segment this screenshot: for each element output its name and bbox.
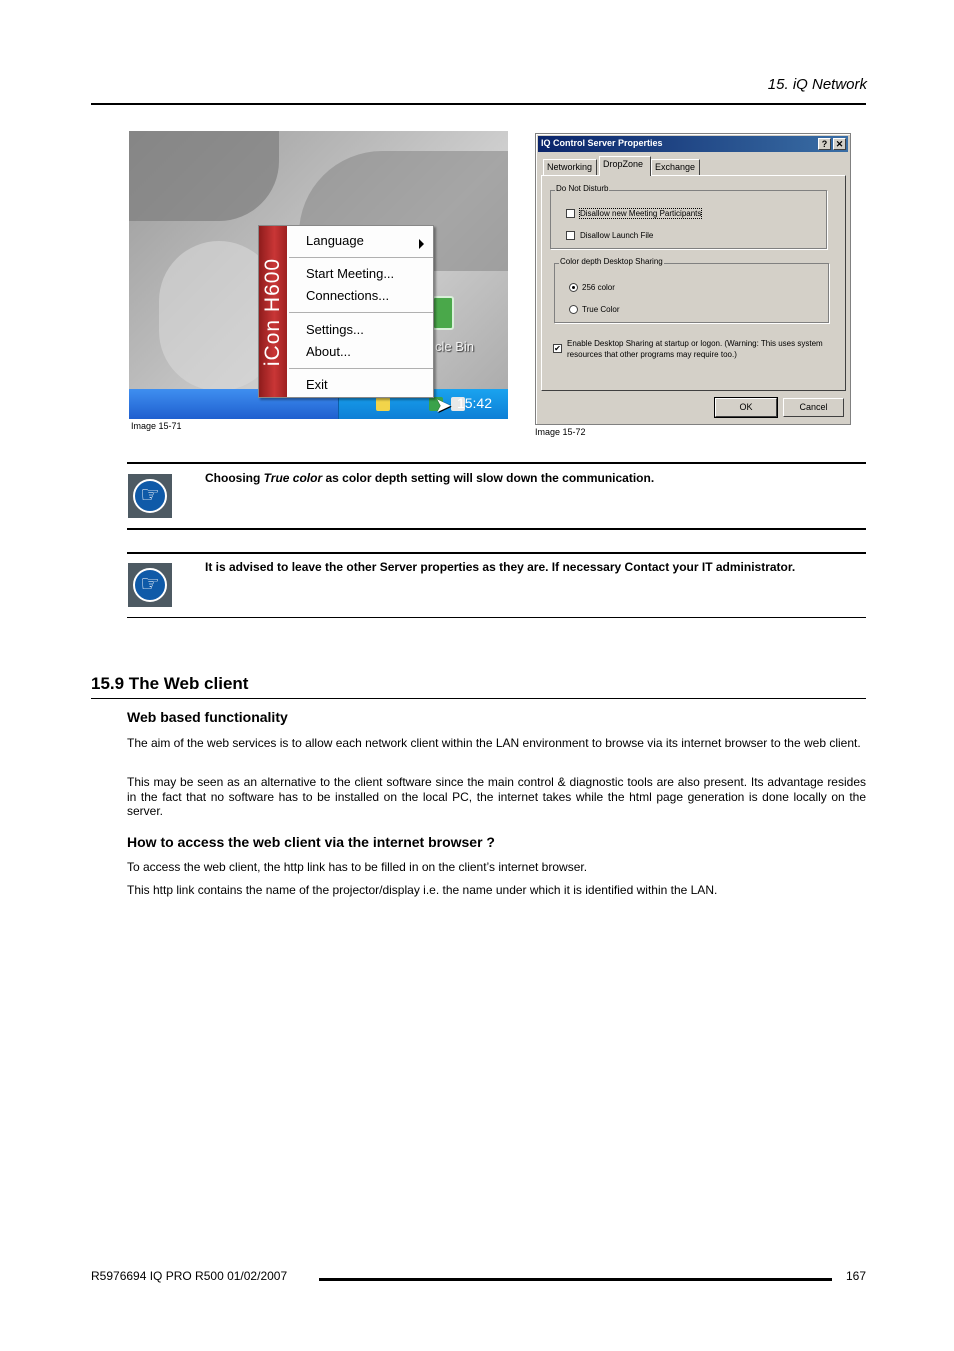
tray-clock: 15:42: [456, 395, 492, 411]
tab-exchange[interactable]: Exchange: [651, 159, 700, 175]
pointing-hand-icon: ☞: [140, 572, 160, 597]
color-depth-group: [554, 257, 829, 323]
menu-item-exit[interactable]: Exit: [306, 377, 328, 392]
menu-item-about[interactable]: About...: [306, 344, 351, 359]
header-rule: [91, 103, 866, 105]
256-color-radio[interactable]: [569, 283, 578, 292]
submenu-arrow-icon: [419, 239, 424, 249]
subsection-title: Web based functionality: [127, 709, 288, 725]
radio-label: 256 color: [582, 283, 615, 292]
menu-separator: [289, 368, 433, 369]
image-caption: Image 15-72: [535, 427, 586, 437]
subsection-title: How to access the web client via the internet browser ?: [127, 834, 495, 850]
note-bottom-rule: [127, 617, 866, 618]
cancel-button[interactable]: Cancel: [783, 398, 844, 417]
footer-rule: [319, 1278, 832, 1281]
footer-doc-info: R5976694 IQ PRO R500 01/02/2007: [91, 1269, 288, 1283]
menu-brand-band: [259, 226, 287, 397]
desktop-icon-label: cle Bin: [435, 339, 475, 354]
checkbox-label: Disallow Launch File: [580, 231, 654, 240]
body-paragraph: The aim of the web services is to allow each network client within the LAN environment to browse via its internet browser to the web client.: [127, 736, 861, 750]
dialog-title: IQ Control Server Properties: [541, 138, 663, 148]
group-label: Color depth Desktop Sharing: [560, 257, 663, 266]
menu-separator: [289, 257, 433, 258]
disallow-launch-file-checkbox[interactable]: [566, 231, 575, 240]
note-text: It is advised to leave the other Server properties as they are. If necessary Contact your IT administrator.: [205, 560, 796, 574]
section-rule: [91, 698, 866, 699]
pointing-hand-icon: ☞: [140, 483, 160, 508]
do-not-disturb-group: [550, 184, 827, 249]
note-bottom-rule: [127, 528, 866, 530]
note-text-part: Choosing: [205, 471, 264, 485]
server-properties-dialog: [535, 133, 851, 425]
tab-networking[interactable]: Networking: [543, 159, 597, 175]
ok-button[interactable]: OK: [715, 398, 777, 417]
radio-label: True Color: [582, 305, 620, 314]
desktop-sharing-checkbox[interactable]: ✔: [554, 344, 561, 353]
menu-item-settings[interactable]: Settings...: [306, 322, 364, 337]
checkbox-label: Disallow new Meeting Participants: [580, 209, 702, 218]
tab-panel: [541, 175, 846, 391]
help-button[interactable]: ?: [818, 138, 831, 150]
note-icon: [128, 474, 172, 518]
tab-dropzone[interactable]: DropZone: [599, 156, 651, 176]
menu-item-label: Language: [306, 233, 364, 248]
body-paragraph: To access the web client, the http link has to be filled in on the client’s internet browser.: [127, 860, 588, 874]
true-color-radio[interactable]: [569, 305, 578, 314]
menu-item-connections[interactable]: Connections...: [306, 288, 390, 303]
checkbox-label: Enable Desktop Sharing at startup or logon. (Warning: This uses system resources that other programs may require too.): [567, 339, 823, 359]
disallow-participants-checkbox[interactable]: [566, 209, 575, 218]
background-shape: [129, 131, 279, 221]
body-paragraph: This http link contains the name of the projector/display i.e. the name under which it is identified within the LAN.: [127, 883, 718, 897]
note-text: [205, 471, 654, 485]
body-paragraph: This may be seen as an alternative to the client software since the main control & diagnostic tools are also present. Its advantage resides in the fact that no software has to be installed on the local PC, the internet takes while the html page generation is done locally on the server.: [127, 775, 866, 818]
note-top-rule: [127, 462, 866, 464]
menu-item-start-meeting[interactable]: Start Meeting...: [306, 266, 395, 281]
mouse-cursor-icon: ➤: [435, 395, 452, 417]
dialog-title-bar: [538, 136, 848, 152]
note-text-part: as color depth setting will slow down the communication.: [322, 471, 655, 485]
recycle-bin-icon: [432, 296, 454, 330]
section-title: 15.9 The Web client: [91, 674, 249, 693]
page-number: 167: [845, 1269, 866, 1283]
note-emphasis: True color: [263, 471, 323, 485]
image-caption: Image 15-71: [131, 421, 182, 431]
menu-item-language[interactable]: [306, 233, 430, 248]
menu-brand-label: iCon H600: [261, 257, 284, 366]
menu-separator: [289, 312, 433, 313]
chapter-title: 15. iQ Network: [767, 76, 867, 93]
context-menu: [258, 225, 434, 398]
notification-icon: [376, 397, 390, 411]
group-label: Do Not Disturb: [556, 184, 609, 193]
note-top-rule: [127, 552, 866, 554]
note-icon: [128, 563, 172, 607]
close-button[interactable]: ✕: [833, 138, 846, 150]
